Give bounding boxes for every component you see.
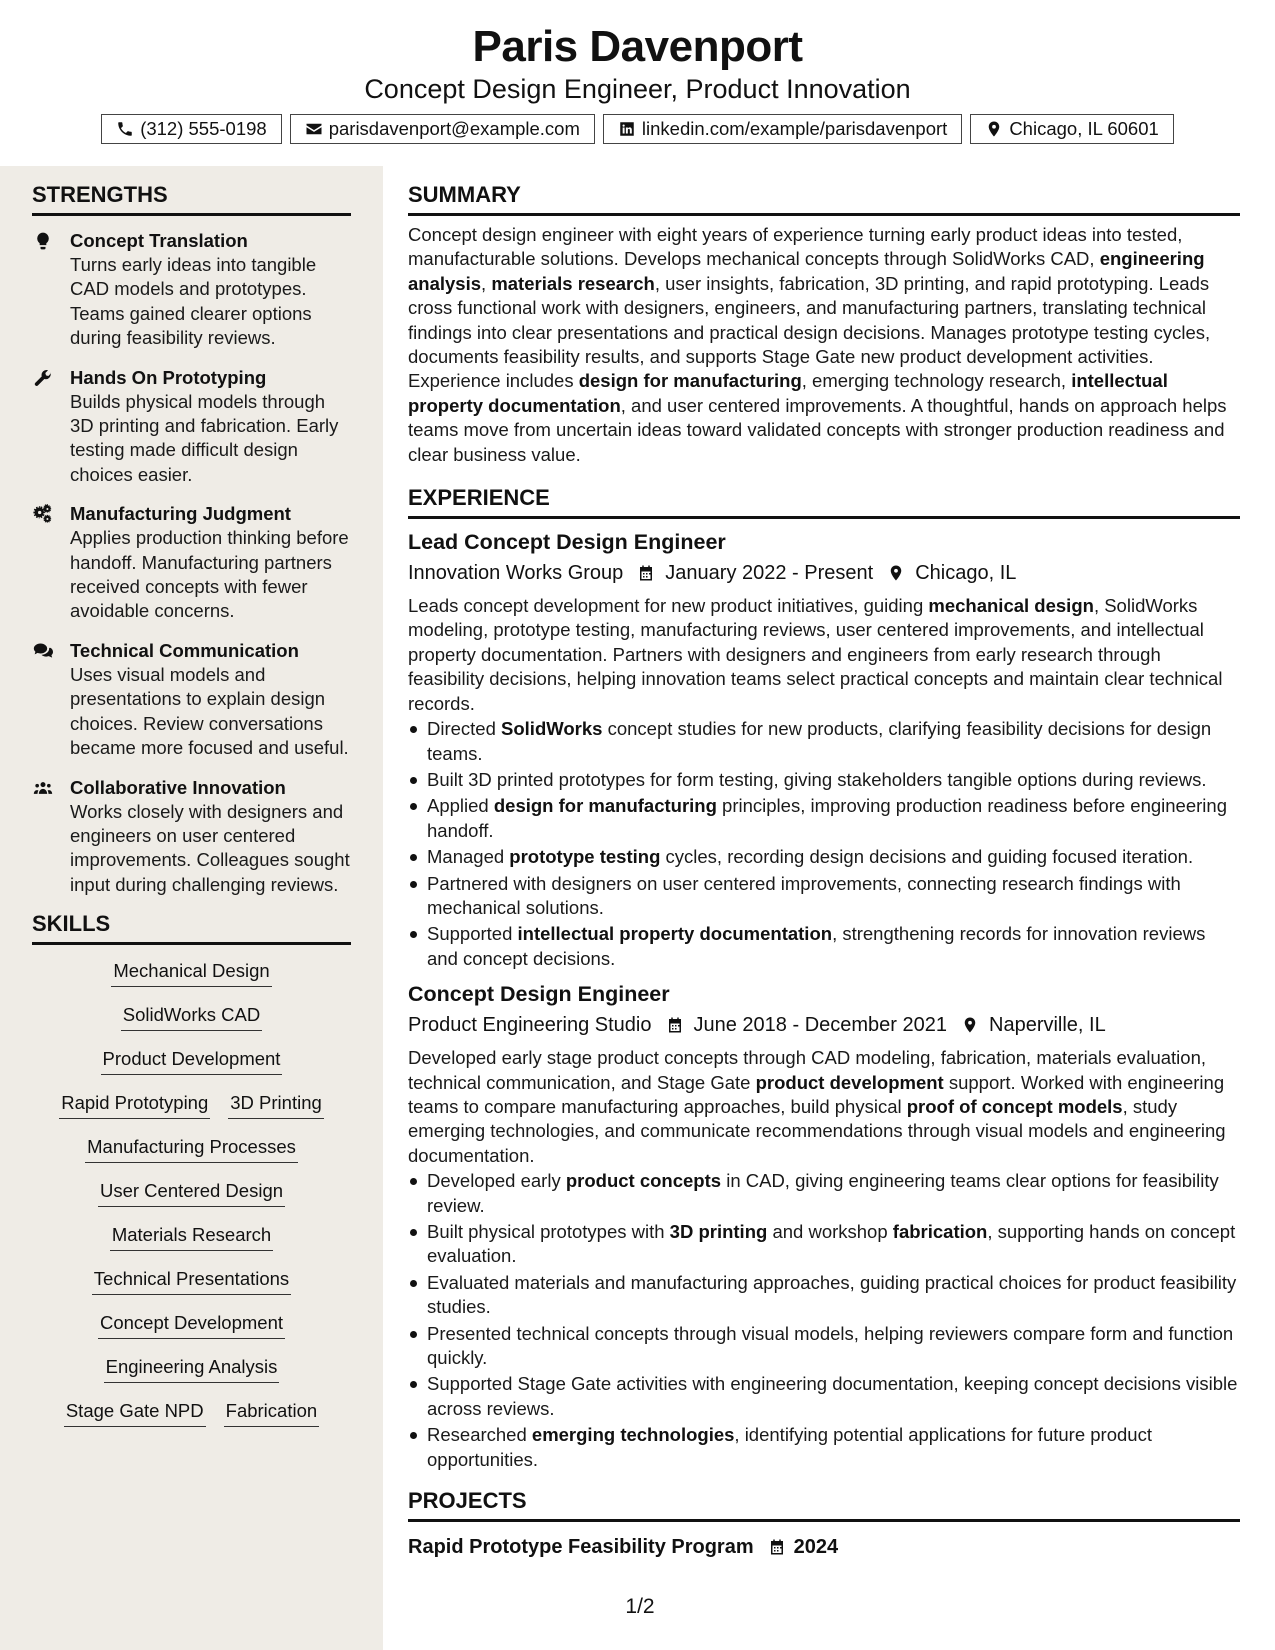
strength-item bbox=[32, 775, 351, 898]
skill-tag: Manufacturing Processes bbox=[85, 1135, 298, 1163]
contact-email-text: parisdavenport@example.com bbox=[328, 118, 580, 139]
strengths-list bbox=[32, 228, 351, 897]
job-title: Concept Design Engineer bbox=[408, 982, 670, 1007]
job-company: Innovation Works Group bbox=[408, 562, 624, 585]
lightbulb-icon bbox=[32, 231, 54, 251]
bold-keyword: mechanical design bbox=[928, 595, 1094, 617]
main-content bbox=[408, 166, 1240, 1562]
skills-heading: SKILLS bbox=[32, 911, 351, 945]
skill-tag: Fabrication bbox=[224, 1399, 320, 1427]
bullet-item: Directed SolidWorks concept studies for new products, clarifying feasibility decisions for design teams. bbox=[408, 717, 1240, 766]
skill-tag: Technical Presentations bbox=[92, 1267, 291, 1295]
strength-description: Turns early ideas into tangible CAD models and prototypes. Teams gained clearer options during feasibility reviews. bbox=[70, 254, 317, 349]
job-meta bbox=[408, 1010, 1240, 1040]
bullet-item: Built physical prototypes with 3D printing and workshop fabrication, supporting hands on concept evaluation. bbox=[408, 1220, 1240, 1269]
phone-icon bbox=[116, 120, 134, 138]
bold-keyword: design for manufacturing bbox=[493, 795, 717, 817]
projects-heading: PROJECTS bbox=[408, 1488, 1240, 1522]
bold-keyword: intellectual property documentation bbox=[408, 370, 1168, 416]
job-entry bbox=[408, 527, 1240, 971]
strength-item bbox=[32, 365, 351, 488]
strength-item bbox=[32, 638, 351, 761]
contact-linkedin-text: linkedin.com/example/parisdavenport bbox=[641, 118, 948, 139]
skill-tag: Rapid Prototyping bbox=[59, 1091, 210, 1119]
job-company: Product Engineering Studio bbox=[408, 1014, 652, 1037]
project-entry bbox=[408, 1532, 1240, 1562]
strength-item bbox=[32, 501, 351, 624]
bullet-item: Applied design for manufacturing principles, improving production readiness before engineering handoff. bbox=[408, 794, 1240, 843]
skill-tag: SolidWorks CAD bbox=[121, 1003, 262, 1031]
bold-keyword: design for manufacturing bbox=[578, 370, 802, 392]
contact-linkedin[interactable] bbox=[603, 114, 962, 144]
calendar-icon bbox=[637, 563, 655, 583]
skill-tag: Engineering Analysis bbox=[104, 1355, 280, 1383]
experience-heading: EXPERIENCE bbox=[408, 485, 1240, 519]
bullet-item: Supported intellectual property documentation, strengthening records for innovation reviews and concept decisions. bbox=[408, 922, 1240, 971]
calendar-icon bbox=[666, 1015, 684, 1035]
job-dates: June 2018 - December 2021 bbox=[693, 1014, 947, 1037]
skill-tag: Mechanical Design bbox=[111, 959, 271, 987]
cogs-icon bbox=[32, 504, 54, 524]
job-location: Naperville, IL bbox=[989, 1014, 1106, 1037]
project-year: 2024 bbox=[793, 1536, 839, 1559]
bullet-item: Developed early product concepts in CAD, giving engineering teams clear options for feasibility review. bbox=[408, 1169, 1240, 1218]
bullet-item: Presented technical concepts through visual models, helping reviewers compare form and function quickly. bbox=[408, 1322, 1240, 1371]
summary-text: Concept design engineer with eight years of experience turning early product ideas into tested, manufacturable solutions. Develops mechanical concepts through SolidWorks CAD, engineering analysis, materials research, user insights, fabrication, 3D printing, and rapid prototyping. Leads cross functional work with designers, engineers, and manufacturing partners, translating technical findings into clear presentations and practical design decisions. Manages prototype testing cycles, documents feasibility results, and supports Stage Gate new product development activities. Experience includes design for manufacturing, emerging technology research, intellectual property documentation, and user centered improvements. A thoughtful, hands on approach helps teams move from uncertain ideas toward validated concepts with stronger production readiness and clear business value. bbox=[408, 224, 1227, 465]
bold-keyword: product concepts bbox=[565, 1170, 722, 1192]
bold-keyword: engineering analysis bbox=[408, 248, 1205, 294]
bold-keyword: proof of concept models bbox=[906, 1095, 1123, 1117]
bold-keyword: materials research bbox=[491, 272, 655, 294]
skill-tag: Stage Gate NPD bbox=[64, 1399, 206, 1427]
skill-tag: User Centered Design bbox=[98, 1179, 285, 1207]
contact-phone[interactable] bbox=[101, 114, 282, 144]
linkedin-icon bbox=[618, 120, 636, 138]
bold-keyword: SolidWorks bbox=[501, 718, 603, 740]
bold-keyword: product development bbox=[755, 1071, 944, 1093]
strength-item bbox=[32, 228, 351, 351]
contact-location-text: Chicago, IL 60601 bbox=[1009, 118, 1159, 139]
resume-header bbox=[0, 0, 1275, 166]
skill-tag: Product Development bbox=[101, 1047, 283, 1075]
bold-keyword: 3D printing bbox=[669, 1221, 768, 1242]
bullet-item: Built 3D printed prototypes for form testing, giving stakeholders tangible options during reviews. bbox=[408, 768, 1240, 792]
project-title: Rapid Prototype Feasibility Program bbox=[408, 1536, 754, 1559]
bullet-item: Supported Stage Gate activities with engineering documentation, keeping concept decisions visible across reviews. bbox=[408, 1372, 1240, 1421]
strength-title: Concept Translation bbox=[70, 230, 248, 251]
bullet-item: Researched emerging technologies, identifying potential applications for future product opportunities. bbox=[408, 1423, 1240, 1472]
strength-title: Collaborative Innovation bbox=[70, 776, 286, 798]
skills-list bbox=[32, 959, 351, 1427]
map-marker-icon bbox=[961, 1015, 979, 1035]
bullet-item: Evaluated materials and manufacturing approaches, guiding practical choices for product feasibility studies. bbox=[408, 1271, 1240, 1320]
candidate-title: Concept Design Engineer, Product Innovation bbox=[364, 74, 911, 104]
comments-icon bbox=[32, 641, 54, 661]
bold-keyword: prototype testing bbox=[509, 846, 661, 868]
map-marker-icon bbox=[887, 563, 905, 583]
bullet-item: Managed prototype testing cycles, recording design decisions and guiding focused iteration. bbox=[408, 845, 1240, 869]
skill-tag: Concept Development bbox=[98, 1311, 285, 1339]
summary-heading: SUMMARY bbox=[408, 182, 1240, 216]
bold-keyword: fabrication bbox=[892, 1221, 988, 1242]
bold-keyword: emerging technologies bbox=[531, 1424, 735, 1446]
contact-bar bbox=[0, 114, 1275, 144]
job-location: Chicago, IL bbox=[915, 562, 1017, 585]
strengths-heading: STRENGTHS bbox=[32, 182, 351, 216]
bold-keyword: intellectual property documentation bbox=[517, 923, 833, 945]
job-bullets bbox=[408, 717, 1240, 971]
bullet-item: Partnered with designers on user centered improvements, connecting research findings with mechanical solutions. bbox=[408, 872, 1240, 921]
job-dates: January 2022 - Present bbox=[665, 562, 874, 585]
envelope-icon bbox=[305, 120, 323, 138]
page-number: 1/2 bbox=[625, 1595, 655, 1618]
strength-description: Uses visual models and presentations to explain design choices. Review conversations became more focused and useful. bbox=[70, 663, 349, 759]
contact-location bbox=[970, 114, 1173, 144]
map-marker-icon bbox=[985, 120, 1003, 138]
calendar-icon bbox=[768, 1537, 786, 1557]
strength-title: Hands On Prototyping bbox=[70, 366, 267, 388]
job-meta bbox=[408, 558, 1240, 588]
job-title: Lead Concept Design Engineer bbox=[408, 530, 726, 555]
strength-title: Technical Communication bbox=[70, 639, 299, 661]
skill-tag: 3D Printing bbox=[228, 1091, 324, 1119]
strength-description: Works closely with designers and engineers on user centered improvements. Colleagues sought input during challenging reviews. bbox=[70, 800, 350, 895]
strength-description: Builds physical models through 3D printing and fabrication. Early testing made difficult design choices easier. bbox=[70, 390, 339, 485]
job-bullets bbox=[408, 1169, 1240, 1472]
job-description: Leads concept development for new product initiatives, guiding mechanical design, SolidWorks modeling, prototype testing, manufacturing reviews, user centered improvements, and intellectual property documentation. Partners with designers and engineers from early research through feasibility decisions, helping innovation teams select practical concepts and maintain clear technical records. bbox=[408, 595, 1223, 714]
users-icon bbox=[32, 778, 54, 798]
job-description: Developed early stage product concepts through CAD modeling, fabrication, materials evaluation, technical communication, and Stage Gate product development support. Worked with engineering teams to compare manufacturing approaches, build physical proof of concept models, study emerging technologies, and communicate recommendations through visual models and engineering documentation. bbox=[408, 1047, 1226, 1166]
strength-title: Manufacturing Judgment bbox=[70, 503, 291, 525]
sidebar bbox=[0, 166, 383, 1650]
skill-tag: Materials Research bbox=[110, 1223, 273, 1251]
contact-phone-text: (312) 555-0198 bbox=[140, 118, 267, 139]
candidate-name: Paris Davenport bbox=[472, 22, 803, 71]
wrench-icon bbox=[32, 368, 54, 388]
contact-email[interactable] bbox=[290, 114, 595, 144]
strength-description: Applies production thinking before handoff. Manufacturing partners received concepts with fewer avoidable concerns. bbox=[70, 527, 349, 622]
job-entry bbox=[408, 979, 1240, 1472]
